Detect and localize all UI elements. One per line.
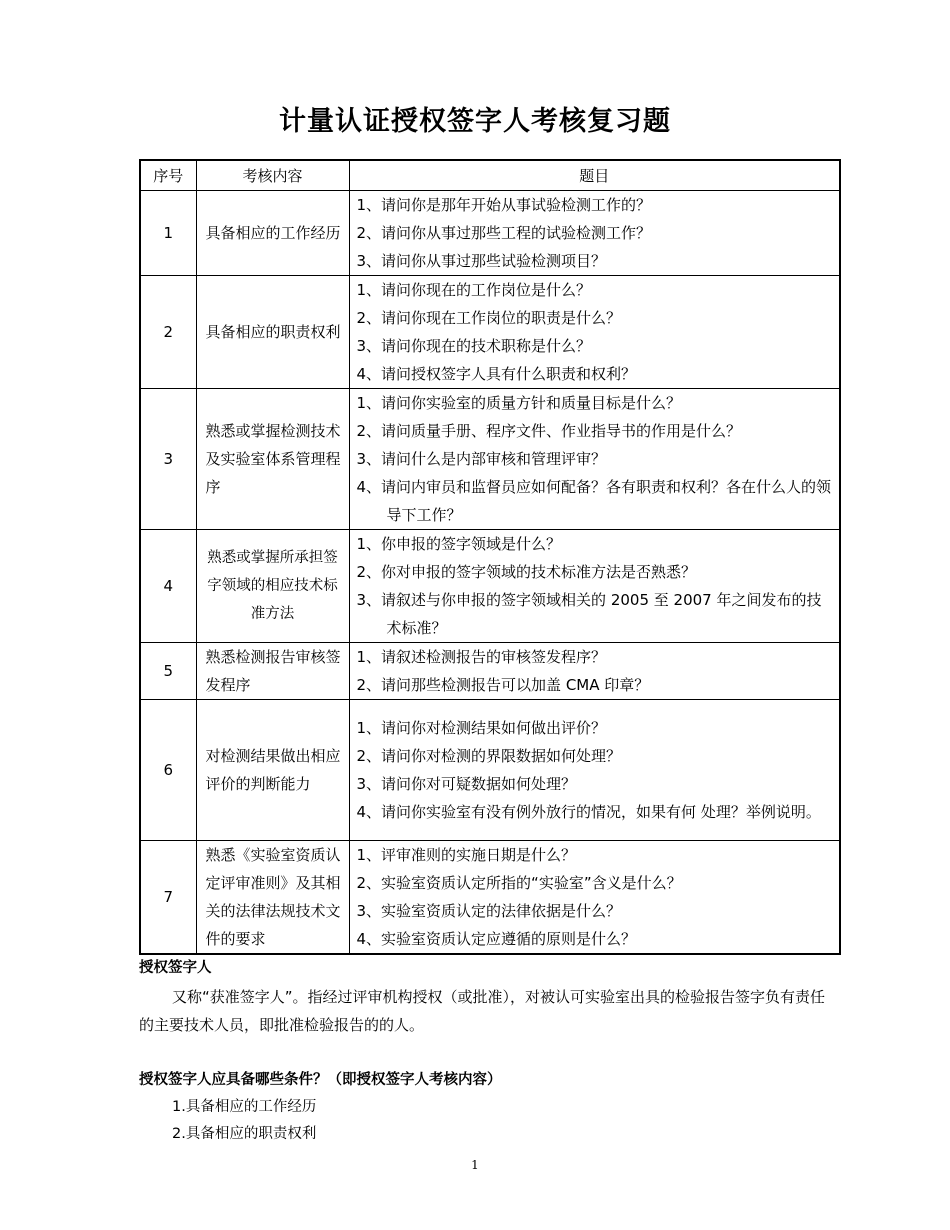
header-number: 序号 xyxy=(140,160,196,191)
question-item: 3、请叙述与你申报的签字领域相关的 2005 至 2007 年之间发布的技术标准？ xyxy=(356,591,822,637)
question-item: 3、实验室资质认定的法律依据是什么？ xyxy=(356,902,622,920)
question-item: 3、请问你对可疑数据如何处理？ xyxy=(356,775,577,793)
question-item: 2、请问你现在工作岗位的职责是什么？ xyxy=(356,309,622,327)
content-text: 对检测结果做出相应评价的判断能力 xyxy=(205,747,341,793)
table-row xyxy=(140,276,840,389)
row-questions xyxy=(349,191,840,276)
question-item: 3、请问你现在的技术职称是什么？ xyxy=(356,337,592,355)
table-row xyxy=(140,530,840,643)
table-row xyxy=(140,389,840,530)
row-number: 4 xyxy=(140,530,196,643)
row-number: 3 xyxy=(140,389,196,530)
question-item: 2、请问质量手册、程序文件、作业指导书的作用是什么？ xyxy=(356,422,742,440)
question-item: 1、请问你对检测结果如何做出评价？ xyxy=(356,719,607,737)
row-questions xyxy=(349,841,840,955)
condition-item: 1.具备相应的工作经历 xyxy=(172,1099,317,1115)
row-number: 7 xyxy=(140,841,196,955)
content-text: 熟悉《实验室资质认定评审准则》及其相关的法律法规技术文件的要求 xyxy=(205,846,341,948)
exam-table xyxy=(139,159,841,955)
question-item: 2、请问你对检测的界限数据如何处理？ xyxy=(356,747,622,765)
section-heading-signatory: 授权签字人 xyxy=(139,960,212,976)
row-number: 2 xyxy=(140,276,196,389)
header-questions: 题目 xyxy=(349,160,840,191)
row-questions xyxy=(349,530,840,643)
table-row xyxy=(140,643,840,700)
row-number: 1 xyxy=(140,191,196,276)
page-title: 计量认证授权签字人考核复习题 xyxy=(279,106,671,137)
question-item: 2、请问你从事过那些工程的试验检测工作？ xyxy=(356,224,652,242)
row-content xyxy=(196,841,349,955)
page-number: 1 xyxy=(471,1158,479,1172)
row-number: 5 xyxy=(140,643,196,700)
row-number: 6 xyxy=(140,700,196,841)
content-text: 熟悉或掌握所承担签字领域的相应技术标准方法 xyxy=(207,550,338,622)
table-row xyxy=(140,841,840,955)
question-item: 4、实验室资质认定应遵循的原则是什么？ xyxy=(356,930,637,948)
question-item: 1、请问你现在的工作岗位是什么？ xyxy=(356,281,592,299)
header-content: 考核内容 xyxy=(196,160,349,191)
question-item: 1、请叙述检测报告的审核签发程序？ xyxy=(356,648,607,666)
question-item: 3、请问什么是内部审核和管理评审？ xyxy=(356,450,607,468)
question-item: 1、你申报的签字领域是什么？ xyxy=(356,535,562,553)
table-row xyxy=(140,191,840,276)
question-item: 4、请问你实验室有没有例外放行的情况，如果有何 处理？举例说明。 xyxy=(356,803,821,821)
row-questions xyxy=(349,276,840,389)
question-item: 1、评审准则的实施日期是什么？ xyxy=(356,846,577,864)
question-item: 2、你对申报的签字领域的技术标准方法是否熟悉？ xyxy=(356,563,697,581)
row-content xyxy=(196,389,349,530)
question-item: 3、请问你从事过那些试验检测项目？ xyxy=(356,252,607,270)
row-questions xyxy=(349,389,840,530)
question-item: 4、请问内审员和监督员应如何配备？各有职责和权利？各在什么人的领导下工作？ xyxy=(356,478,832,524)
table-row xyxy=(140,700,840,841)
row-content xyxy=(196,643,349,700)
question-item: 2、请问那些检测报告可以加盖 CMA 印章？ xyxy=(356,676,650,694)
row-content xyxy=(196,530,349,643)
question-item: 1、请问你是那年开始从事试验检测工作的？ xyxy=(356,196,652,214)
row-questions xyxy=(349,643,840,700)
table-header-row xyxy=(140,160,840,191)
content-text: 具备相应的工作经历 xyxy=(205,224,341,242)
row-questions xyxy=(349,700,840,841)
question-item: 1、请问你实验室的质量方针和质量目标是什么？ xyxy=(356,394,682,412)
content-text: 熟悉或掌握检测技术及实验室体系管理程序 xyxy=(205,422,341,496)
section-heading-conditions: 授权签字人应具备哪些条件？（即授权签字人考核内容） xyxy=(139,1072,502,1088)
question-item: 4、请问授权签字人具有什么职责和权利？ xyxy=(356,365,637,383)
condition-item: 2.具备相应的职责权利 xyxy=(172,1126,317,1142)
row-content xyxy=(196,700,349,841)
section-paragraph-definition: 又称“获准签字人”。指经过评审机构授权（或批准），对被认可实验室出具的检验报告签字负有责任的主要技术人员，即批准检验报告的的人。 xyxy=(139,988,826,1034)
row-content xyxy=(196,191,349,276)
question-item: 2、实验室资质认定所指的“实验室”含义是什么？ xyxy=(356,874,682,892)
row-content xyxy=(196,276,349,389)
content-text: 熟悉检测报告审核签发程序 xyxy=(205,648,341,694)
content-text: 具备相应的职责权利 xyxy=(205,323,341,341)
